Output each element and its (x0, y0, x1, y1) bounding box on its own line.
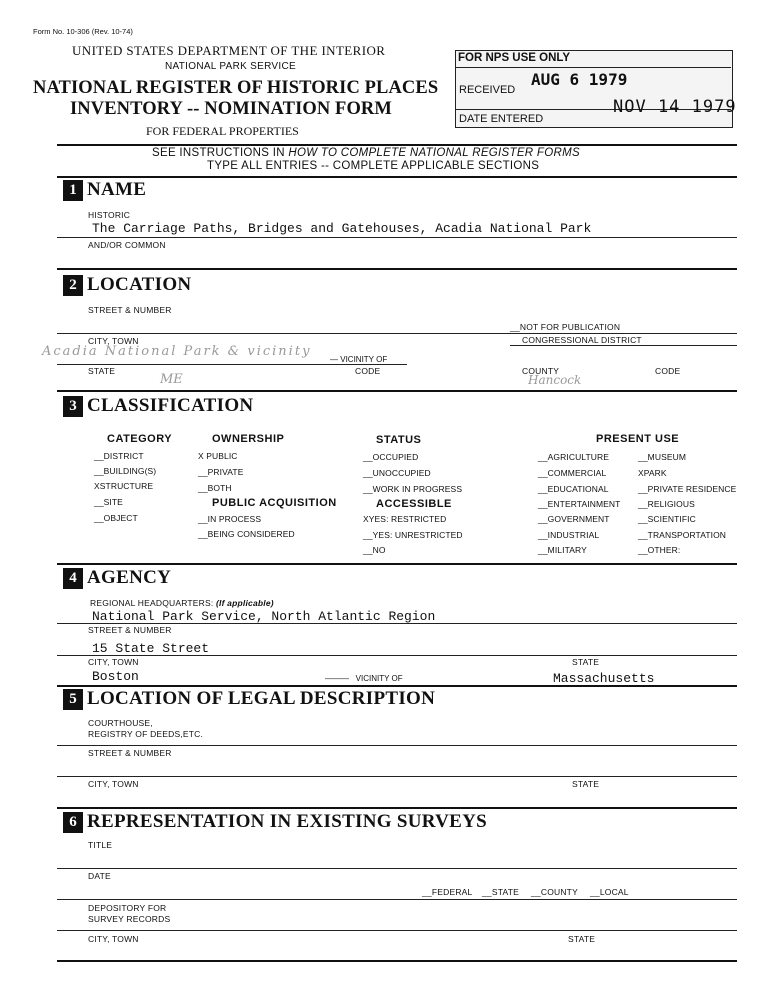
section-3-rule (57, 563, 737, 565)
survey-federal[interactable]: __FEDERAL (422, 887, 473, 897)
survey-date-label: DATE (88, 871, 111, 881)
instructions-line-1 (152, 147, 580, 159)
survey-city-label: CITY, TOWN (88, 934, 139, 944)
present-use-header: PRESENT USE (596, 433, 680, 445)
category-header: CATEGORY (107, 433, 173, 445)
section-5-rule (57, 807, 737, 809)
vicinity-label: — VICINITY OF (330, 355, 388, 364)
category-site[interactable]: __SITE (94, 497, 123, 507)
use-military[interactable]: __MILITARY (538, 545, 587, 555)
section-2-heading (63, 274, 191, 296)
agency-city-value[interactable]: Boston (92, 669, 139, 684)
section-3-number: 3 (63, 396, 83, 417)
date-entered-label: DATE ENTERED (459, 113, 544, 125)
instructions-prefix: SEE INSTRUCTIONS IN (152, 147, 289, 159)
category-structure[interactable]: XSTRUCTURE (94, 481, 154, 491)
date-entered-stamp: NOV 14 1979 (613, 97, 737, 117)
agency-state-label: STATE (572, 657, 600, 667)
header-rule (57, 144, 737, 146)
state-code-label: CODE (355, 366, 381, 376)
status-work-in-progress[interactable]: __WORK IN PROGRESS (363, 484, 463, 494)
legal-city-label: CITY, TOWN (88, 779, 139, 789)
agency-street-label: STREET & NUMBER (88, 625, 172, 635)
section-4-number: 4 (63, 568, 83, 589)
vicinity-text: VICINITY OF (340, 355, 388, 364)
form-number: Form No. 10-306 (Rev. 10-74) (33, 27, 133, 36)
section-6-number: 6 (63, 812, 83, 833)
section-2-title: LOCATION (87, 274, 192, 295)
survey-title-line (57, 868, 737, 869)
survey-state-label: STATE (568, 934, 596, 944)
use-educational[interactable]: __EDUCATIONAL (538, 484, 609, 494)
courthouse-label: COURTHOUSE, (88, 718, 153, 728)
agency-street-line (57, 655, 737, 656)
historic-line (57, 237, 737, 238)
state-label: STATE (88, 366, 116, 376)
use-commercial[interactable]: __COMMERCIAL (538, 468, 607, 478)
section-1-title: NAME (87, 179, 147, 200)
agency-vicinity-label: ——— VICINITY OF (325, 674, 403, 683)
category-object[interactable]: __OBJECT (94, 513, 138, 523)
use-museum[interactable]: __MUSEUM (638, 452, 687, 462)
courthouse-line (57, 745, 737, 746)
county-code-label: CODE (655, 366, 681, 376)
street-line (57, 333, 737, 334)
depository-line (57, 930, 737, 931)
agency-state-value[interactable]: Massachusetts (553, 671, 655, 686)
use-scientific[interactable]: __SCIENTIFIC (638, 514, 696, 524)
section-5-title: LOCATION OF LEGAL DESCRIPTION (87, 688, 436, 709)
agency-city-label: CITY, TOWN (88, 657, 139, 667)
use-entertainment[interactable]: __ENTERTAINMENT (538, 499, 621, 509)
regional-hq-note: (If applicable) (216, 598, 274, 608)
use-other[interactable]: __OTHER: (638, 545, 681, 555)
survey-title-label: TITLE (88, 840, 113, 850)
agency-vicinity-text: VICINITY OF (355, 674, 403, 683)
nps-box-title: FOR NPS USE ONLY (458, 52, 571, 64)
registry-label: REGISTRY OF DEEDS,ETC. (88, 729, 204, 739)
section-2-number: 2 (63, 275, 83, 296)
agency-value[interactable]: National Park Service, North Atlantic Region (92, 609, 436, 624)
instructions-guide-title: HOW TO COMPLETE NATIONAL REGISTER FORMS (288, 147, 580, 159)
section-6-rule (57, 960, 737, 962)
state-value[interactable]: ME (160, 372, 183, 387)
ownership-private[interactable]: __PRIVATE (198, 467, 244, 477)
status-header: STATUS (376, 434, 422, 446)
city-value[interactable]: Acadia National Park & vicinity (42, 344, 312, 359)
survey-records-label: SURVEY RECORDS (88, 914, 171, 924)
instructions-rule (57, 176, 737, 178)
ownership-header: OWNERSHIP (212, 433, 285, 445)
accessible-yes-unrestricted[interactable]: __YES: UNRESTRICTED (363, 530, 463, 540)
section-1-heading (63, 179, 146, 201)
section-1-number: 1 (63, 180, 83, 201)
survey-local[interactable]: __LOCAL (590, 887, 629, 897)
ownership-both[interactable]: __BOTH (198, 483, 232, 493)
common-label: AND/OR COMMON (88, 240, 166, 250)
accessible-yes-restricted[interactable]: XYES: RESTRICTED (363, 514, 447, 524)
section-5-heading (63, 688, 435, 710)
survey-county[interactable]: __COUNTY (531, 887, 578, 897)
agency-line (57, 623, 737, 624)
status-unoccupied[interactable]: __UNOCCUPIED (363, 468, 431, 478)
district-line (510, 345, 737, 346)
form-title-1: NATIONAL REGISTER OF HISTORIC PLACES (33, 78, 439, 98)
use-religious[interactable]: __RELIGIOUS (638, 499, 695, 509)
accessible-no[interactable]: __NO (363, 545, 386, 555)
section-4-title: AGENCY (87, 567, 172, 588)
use-government[interactable]: __GOVERNMENT (538, 514, 610, 524)
status-occupied[interactable]: __OCCUPIED (363, 452, 419, 462)
form-subtitle: FOR FEDERAL PROPERTIES (146, 124, 299, 138)
section-4-rule (57, 685, 737, 687)
acquisition-in-process[interactable]: __IN PROCESS (198, 514, 262, 524)
section-6-title: REPRESENTATION IN EXISTING SURVEYS (87, 811, 488, 832)
survey-state[interactable]: __STATE (482, 887, 519, 897)
category-district[interactable]: __DISTRICT (94, 451, 144, 461)
city-line (57, 364, 407, 365)
county-value[interactable]: Hancock (528, 373, 582, 387)
category-buildings[interactable]: __BUILDING(S) (94, 466, 157, 476)
section-2-rule (57, 390, 737, 392)
survey-date-line (57, 899, 737, 900)
form-title-2: INVENTORY -- NOMINATION FORM (70, 99, 392, 119)
section-3-title: CLASSIFICATION (87, 395, 254, 416)
use-agriculture[interactable]: __AGRICULTURE (538, 452, 610, 462)
section-5-number: 5 (63, 689, 83, 710)
nps-use-box (455, 50, 737, 128)
nps-box-divider (456, 67, 731, 68)
agency-street-value[interactable]: 15 State Street (92, 641, 210, 656)
street-label: STREET & NUMBER (88, 305, 172, 315)
regional-hq-text: REGIONAL HEADQUARTERS: (90, 598, 216, 608)
section-4-heading (63, 567, 171, 589)
service-name: NATIONAL PARK SERVICE (165, 61, 296, 72)
not-for-publication[interactable]: __NOT FOR PUBLICATION (510, 322, 621, 332)
historic-name-value[interactable]: The Carriage Paths, Bridges and Gatehouses, Acadia National Park (92, 221, 592, 236)
department-name: UNITED STATES DEPARTMENT OF THE INTERIOR (72, 43, 386, 58)
city-label: CITY, TOWN (88, 336, 139, 346)
congressional-district-label: CONGRESSIONAL DISTRICT (522, 335, 642, 345)
received-stamp: AUG 6 1979 (531, 70, 628, 89)
received-label: RECEIVED (459, 84, 516, 96)
use-private-residence[interactable]: __PRIVATE RESIDENCE (638, 484, 737, 494)
legal-street-line (57, 776, 737, 777)
county-label: COUNTY (522, 366, 560, 376)
accessible-header: ACCESSIBLE (376, 498, 452, 510)
instructions-line-2: TYPE ALL ENTRIES -- COMPLETE APPLICABLE SECTIONS (207, 160, 540, 172)
regional-hq-label (90, 598, 274, 608)
section-6-heading (63, 811, 487, 833)
historic-label: HISTORIC (88, 210, 131, 220)
legal-street-label: STREET & NUMBER (88, 748, 172, 758)
use-park[interactable]: XPARK (638, 468, 667, 478)
use-transportation[interactable]: __TRANSPORTATION (638, 530, 727, 540)
legal-state-label: STATE (572, 779, 600, 789)
acquisition-being-considered[interactable]: __BEING CONSIDERED (198, 529, 295, 539)
public-acquisition-header: PUBLIC ACQUISITION (212, 497, 337, 509)
ownership-public[interactable]: X PUBLIC (198, 451, 238, 461)
use-industrial[interactable]: __INDUSTRIAL (538, 530, 600, 540)
section-1-rule (57, 268, 737, 270)
section-3-heading (63, 395, 253, 417)
depository-label: DEPOSITORY FOR (88, 903, 167, 913)
